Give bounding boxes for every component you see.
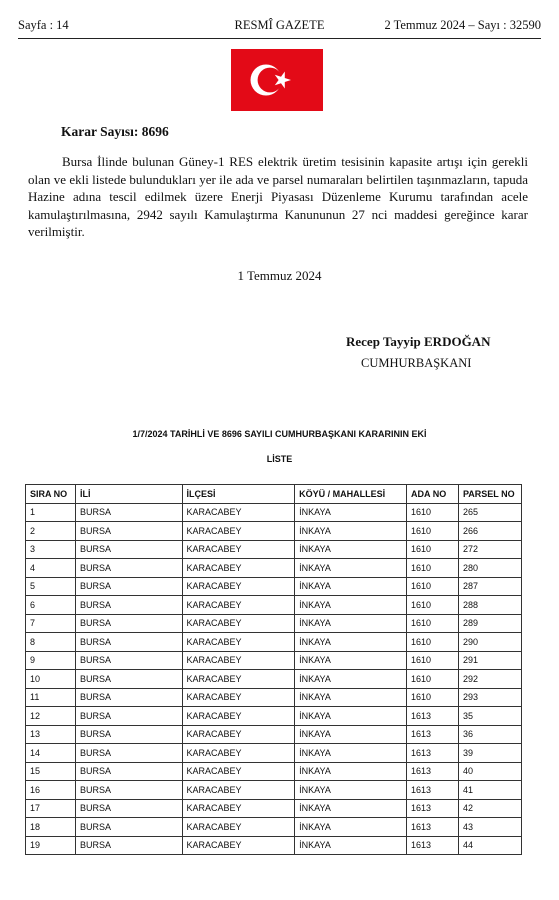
column-header: ADA NO: [407, 485, 459, 504]
table-cell: 6: [26, 596, 76, 615]
table-cell: 1613: [407, 781, 459, 800]
table-cell: KARACABEY: [182, 762, 295, 781]
table-cell: 1: [26, 503, 76, 522]
table-cell: İNKAYA: [295, 688, 407, 707]
table-cell: BURSA: [75, 540, 182, 559]
table-cell: KARACABEY: [182, 596, 295, 615]
table-cell: 17: [26, 799, 76, 818]
table-row: [26, 540, 522, 559]
table-cell: KARACABEY: [182, 614, 295, 633]
table-row: [26, 688, 522, 707]
table-cell: BURSA: [75, 614, 182, 633]
table-header-row: [26, 485, 522, 504]
table-cell: 1610: [407, 688, 459, 707]
table-cell: KARACABEY: [182, 522, 295, 541]
table-cell: İNKAYA: [295, 744, 407, 763]
table-cell: 14: [26, 744, 76, 763]
table-row: [26, 725, 522, 744]
table-row: [26, 707, 522, 726]
table-row: [26, 836, 522, 855]
table-cell: 11: [26, 688, 76, 707]
table-cell: 1613: [407, 762, 459, 781]
list-title: 1/7/2024 TARİHLİ VE 8696 SAYILI CUMHURBAŞKANI KARARININ EKİ: [132, 429, 427, 439]
table-row: [26, 614, 522, 633]
table-cell: İNKAYA: [295, 799, 407, 818]
table-cell: BURSA: [75, 781, 182, 800]
table-cell: 1610: [407, 522, 459, 541]
table-cell: İNKAYA: [295, 818, 407, 837]
table-cell: 1610: [407, 577, 459, 596]
signer-name: Recep Tayyip ERDOĞAN: [346, 334, 491, 349]
table-cell: BURSA: [75, 633, 182, 652]
table-cell: 290: [458, 633, 521, 652]
table-row: [26, 670, 522, 689]
table-cell: BURSA: [75, 688, 182, 707]
column-header: PARSEL NO: [458, 485, 521, 504]
table-cell: 1610: [407, 670, 459, 689]
table-row: [26, 744, 522, 763]
table-cell: 288: [458, 596, 521, 615]
table-row: [26, 651, 522, 670]
publication-title: RESMÎ GAZETE: [234, 18, 325, 32]
table-cell: İNKAYA: [295, 670, 407, 689]
table-cell: 5: [26, 577, 76, 596]
table-cell: 16: [26, 781, 76, 800]
table-cell: 35: [458, 707, 521, 726]
page-number: Sayfa : 14: [18, 18, 69, 32]
table-cell: 15: [26, 762, 76, 781]
header-divider: [18, 38, 541, 39]
table-row: [26, 762, 522, 781]
parcel-table: [25, 484, 522, 855]
table-cell: BURSA: [75, 744, 182, 763]
table-cell: 292: [458, 670, 521, 689]
table-cell: BURSA: [75, 577, 182, 596]
table-cell: BURSA: [75, 707, 182, 726]
column-header: İLİ: [75, 485, 182, 504]
table-cell: 265: [458, 503, 521, 522]
table-cell: BURSA: [75, 651, 182, 670]
table-cell: 13: [26, 725, 76, 744]
table-cell: 44: [458, 836, 521, 855]
table-cell: İNKAYA: [295, 781, 407, 800]
table-cell: İNKAYA: [295, 540, 407, 559]
table-row: [26, 522, 522, 541]
table-cell: İNKAYA: [295, 559, 407, 578]
table-cell: İNKAYA: [295, 596, 407, 615]
column-header: SIRA NO: [26, 485, 76, 504]
table-cell: 1610: [407, 633, 459, 652]
table-cell: 12: [26, 707, 76, 726]
table-cell: 10: [26, 670, 76, 689]
table-cell: KARACABEY: [182, 781, 295, 800]
table-cell: 2: [26, 522, 76, 541]
table-cell: 1610: [407, 540, 459, 559]
table-cell: 272: [458, 540, 521, 559]
table-row: [26, 633, 522, 652]
table-cell: 266: [458, 522, 521, 541]
table-cell: KARACABEY: [182, 688, 295, 707]
table-cell: İNKAYA: [295, 651, 407, 670]
table-cell: 1613: [407, 744, 459, 763]
table-cell: KARACABEY: [182, 670, 295, 689]
table-cell: 280: [458, 559, 521, 578]
turkish-flag-icon: [231, 49, 323, 111]
table-cell: 36: [458, 725, 521, 744]
table-cell: BURSA: [75, 559, 182, 578]
table-cell: 289: [458, 614, 521, 633]
column-header: KÖYÜ / MAHALLESİ: [295, 485, 407, 504]
table-cell: İNKAYA: [295, 707, 407, 726]
table-cell: İNKAYA: [295, 503, 407, 522]
table-cell: KARACABEY: [182, 559, 295, 578]
table-cell: BURSA: [75, 725, 182, 744]
table-row: [26, 577, 522, 596]
table-row: [26, 596, 522, 615]
table-cell: 1610: [407, 503, 459, 522]
table-cell: İNKAYA: [295, 762, 407, 781]
table-cell: KARACABEY: [182, 707, 295, 726]
table-cell: KARACABEY: [182, 540, 295, 559]
table-row: [26, 799, 522, 818]
table-cell: KARACABEY: [182, 744, 295, 763]
table-cell: 43: [458, 818, 521, 837]
decision-date: 1 Temmuz 2024: [237, 268, 322, 283]
table-row: [26, 781, 522, 800]
table-cell: 9: [26, 651, 76, 670]
table-cell: 1610: [407, 596, 459, 615]
table-cell: 1613: [407, 836, 459, 855]
table-cell: 293: [458, 688, 521, 707]
table-cell: KARACABEY: [182, 799, 295, 818]
table-cell: 1610: [407, 651, 459, 670]
table-cell: 291: [458, 651, 521, 670]
table-cell: 42: [458, 799, 521, 818]
table-cell: 1610: [407, 559, 459, 578]
table-row: [26, 818, 522, 837]
table-cell: BURSA: [75, 522, 182, 541]
table-cell: İNKAYA: [295, 614, 407, 633]
signer-title: CUMHURBAŞKANI: [361, 356, 472, 370]
column-header: İLÇESİ: [182, 485, 295, 504]
table-cell: 7: [26, 614, 76, 633]
table-cell: KARACABEY: [182, 633, 295, 652]
table-cell: İNKAYA: [295, 633, 407, 652]
table-cell: BURSA: [75, 503, 182, 522]
table-cell: BURSA: [75, 762, 182, 781]
table-cell: 1613: [407, 799, 459, 818]
table-cell: 18: [26, 818, 76, 837]
table-cell: İNKAYA: [295, 725, 407, 744]
table-cell: BURSA: [75, 670, 182, 689]
table-cell: KARACABEY: [182, 651, 295, 670]
page-header: [18, 18, 541, 36]
issue-date-number: 2 Temmuz 2024 – Sayı : 32590: [384, 18, 541, 32]
table-cell: BURSA: [75, 799, 182, 818]
table-cell: İNKAYA: [295, 836, 407, 855]
table-cell: KARACABEY: [182, 836, 295, 855]
table-row: [26, 559, 522, 578]
table-cell: 19: [26, 836, 76, 855]
decision-text: Bursa İlinde bulunan Güney-1 RES elektrik üretim tesisinin kapasite artışı için gerekli olan ve ekli listede bulundukları yer ile ada ve parsel numaraları belirtilen taşınmazların, tapuda Hazine adına tescil edilmek üzere Enerji Piyasası Düzenleme Kurumu tarafından acele kamulaştırılmasına, 2942 sayılı Kamulaştırma Kanununun 27 nci maddesi gereğince karar verilmiştir.: [28, 154, 528, 239]
table-cell: 4: [26, 559, 76, 578]
table-cell: 1613: [407, 707, 459, 726]
table-cell: 1610: [407, 614, 459, 633]
table-cell: 287: [458, 577, 521, 596]
table-cell: 39: [458, 744, 521, 763]
table-cell: İNKAYA: [295, 577, 407, 596]
list-subtitle: LİSTE: [266, 454, 293, 464]
table-cell: BURSA: [75, 596, 182, 615]
table-cell: 3: [26, 540, 76, 559]
table-cell: İNKAYA: [295, 522, 407, 541]
table-cell: 8: [26, 633, 76, 652]
decision-number: Karar Sayısı: 8696: [61, 124, 169, 139]
table-cell: 40: [458, 762, 521, 781]
table-row: [26, 503, 522, 522]
table-cell: KARACABEY: [182, 577, 295, 596]
table-cell: 1613: [407, 725, 459, 744]
table-cell: KARACABEY: [182, 725, 295, 744]
table-cell: 41: [458, 781, 521, 800]
table-cell: BURSA: [75, 818, 182, 837]
table-cell: 1613: [407, 818, 459, 837]
table-cell: KARACABEY: [182, 503, 295, 522]
table-cell: KARACABEY: [182, 818, 295, 837]
table-cell: BURSA: [75, 836, 182, 855]
